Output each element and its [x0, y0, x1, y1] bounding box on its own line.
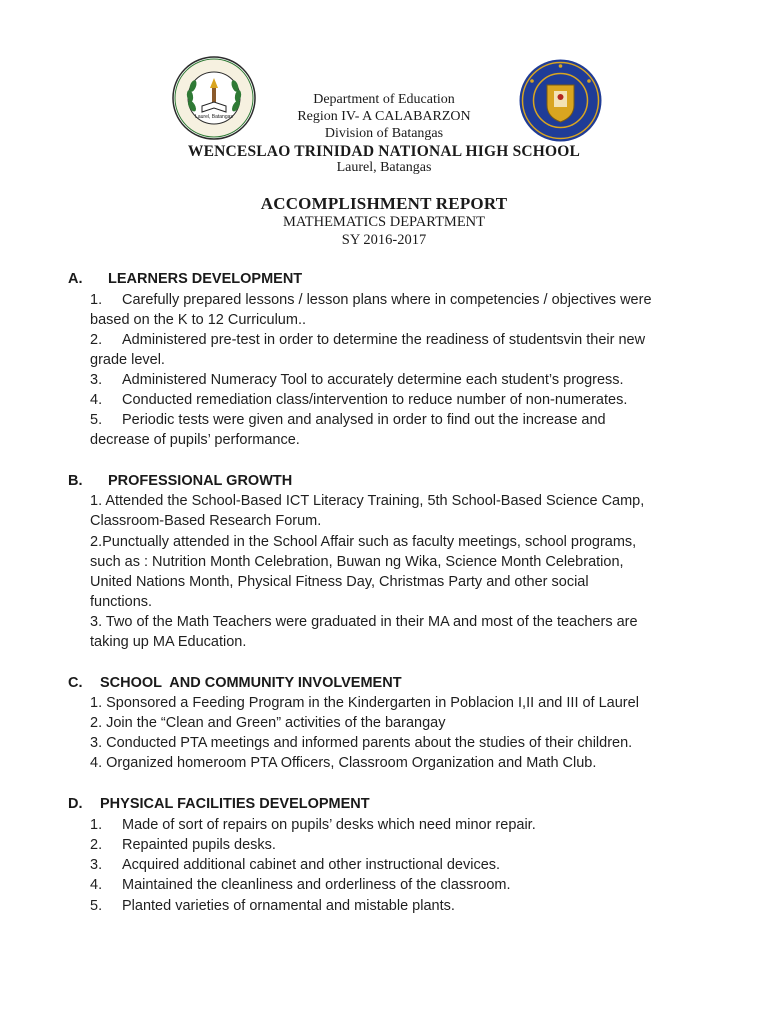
- list-item: 3. Administered Numeracy Tool to accurately determine each student’s progress.: [90, 372, 624, 388]
- section-b-title: PROFESSIONAL GROWTH: [108, 473, 293, 489]
- list-item: taking up MA Education.: [90, 634, 247, 650]
- list-item: functions.: [90, 594, 153, 610]
- list-item: 2.Punctually attended in the School Affair such as faculty meetings, school programs,: [90, 534, 637, 550]
- section-c-heading: [68, 675, 402, 691]
- list-item: grade level.: [90, 352, 165, 368]
- header-line-1: Department of Education: [313, 92, 455, 107]
- section-a-heading: [68, 271, 302, 287]
- section-d-heading: [68, 796, 370, 812]
- list-item: United Nations Month, Physical Fitness Day, Christmas Party and other social: [90, 574, 589, 590]
- list-item: 2. Join the “Clean and Green” activities of the barangay: [90, 715, 446, 731]
- school-location: Laurel, Batangas: [336, 160, 432, 175]
- section-a-title: LEARNERS DEVELOPMENT: [108, 271, 303, 287]
- list-item: 5. Periodic tests were given and analysed in order to find out the increase and: [90, 412, 606, 428]
- section-d-title: PHYSICAL FACILITIES DEVELOPMENT: [100, 796, 370, 812]
- school-year: SY 2016-2017: [341, 232, 427, 248]
- list-item: 1. Carefully prepared lessons / lesson plans where in competencies / objectives were: [90, 292, 652, 308]
- list-item: 3. Acquired additional cabinet and other instructional devices.: [90, 857, 501, 873]
- list-item: 1. Sponsored a Feeding Program in the Kindergarten in Poblacion I,II and III of Laurel: [90, 695, 639, 711]
- section-c-title: SCHOOL AND COMMUNITY INVOLVEMENT: [100, 675, 402, 691]
- report-title: ACCOMPLISHMENT REPORT: [260, 194, 508, 213]
- list-item: 4. Organized homeroom PTA Officers, Classroom Organization and Math Club.: [90, 755, 597, 771]
- section-c-letter: C.: [68, 675, 83, 691]
- school-name: WENCESLAO TRINIDAD NATIONAL HIGH SCHOOL: [187, 143, 581, 160]
- section-b-letter: B.: [68, 473, 83, 489]
- list-item: 4. Maintained the cleanliness and orderliness of the classroom.: [90, 877, 511, 893]
- list-item: 3. Conducted PTA meetings and informed parents about the studies of their children.: [90, 735, 633, 751]
- list-item: 5. Planted varieties of ornamental and mistable plants.: [90, 898, 455, 914]
- list-item: 4. Conducted remediation class/intervention to reduce number of non-numerates.: [90, 392, 628, 408]
- list-item: 1. Attended the School-Based ICT Literacy Training, 5th School-Based Science Camp,: [90, 493, 645, 509]
- list-item: based on the K to 12 Curriculum..: [90, 312, 307, 328]
- list-item: 2. Repainted pupils desks.: [90, 837, 276, 853]
- list-item: 2. Administered pre-test in order to determine the readiness of studentsvin their new: [90, 332, 646, 348]
- section-a-letter: A.: [68, 271, 83, 287]
- svg-text:Laurel, Batangas: Laurel, Batangas: [195, 114, 233, 120]
- list-item: decrease of pupils’ performance.: [90, 432, 300, 448]
- list-item: 3. Two of the Math Teachers were graduated in their MA and most of the teachers are: [90, 614, 638, 630]
- section-b-heading: [68, 473, 292, 489]
- section-d-letter: D.: [68, 796, 83, 812]
- header-line-2: Region IV- A CALABARZON: [297, 109, 471, 124]
- list-item: Classroom-Based Research Forum.: [90, 513, 322, 529]
- list-item: such as : Nutrition Month Celebration, Buwan ng Wika, Science Month Celebration,: [90, 554, 624, 570]
- list-item: 1. Made of sort of repairs on pupils’ desks which need minor repair.: [90, 817, 536, 833]
- department-name: MATHEMATICS DEPARTMENT: [282, 214, 486, 230]
- header-line-3: Division of Batangas: [324, 126, 444, 141]
